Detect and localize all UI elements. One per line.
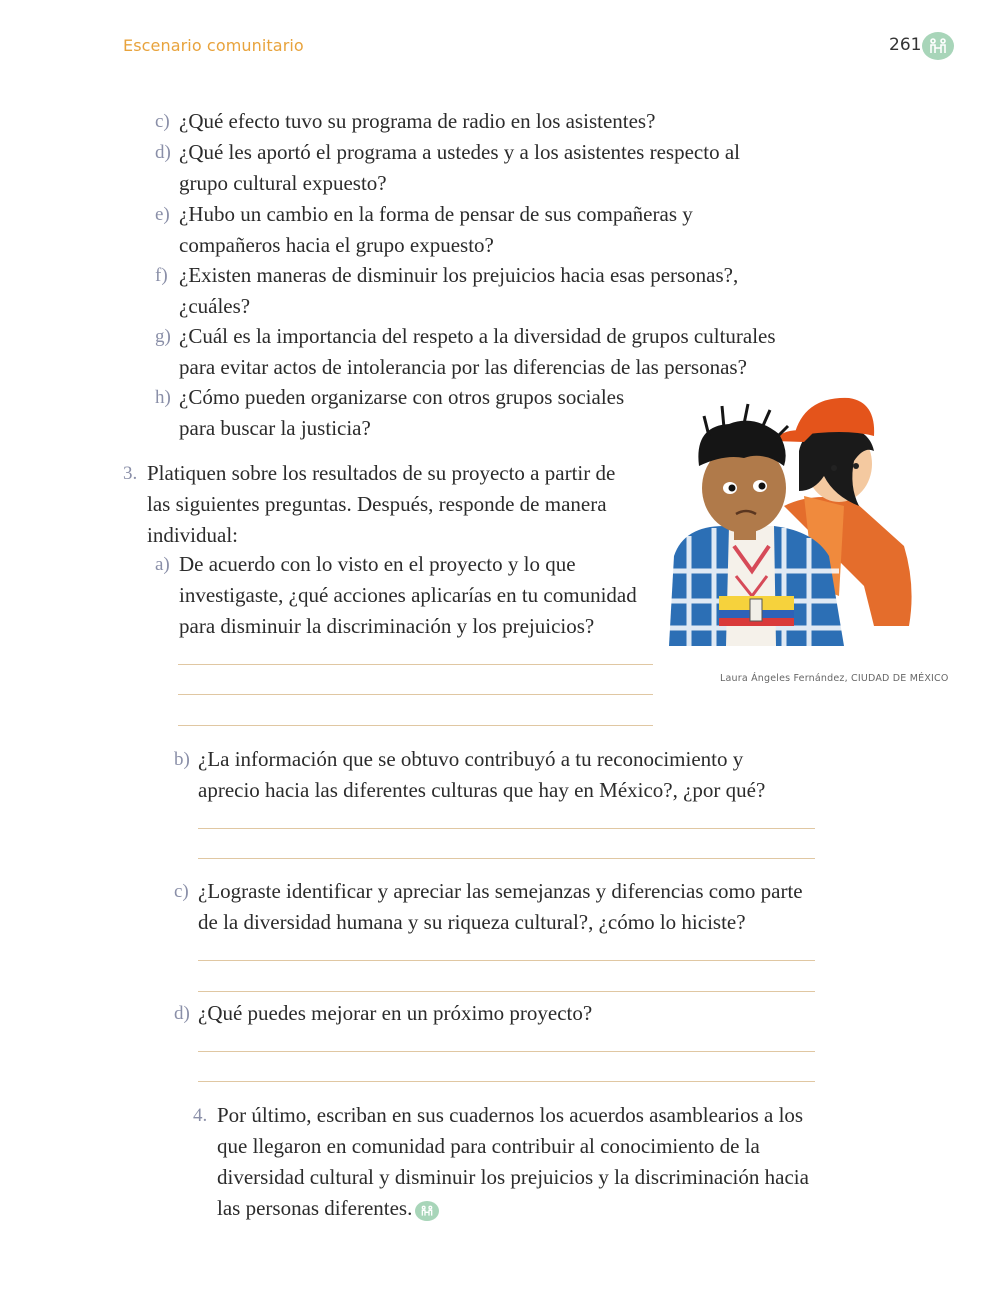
question-text: De acuerdo con lo visto en el proyecto y lo que investigaste, ¿qué acciones aplicarías en tu comunidad para disminuir la discriminación y los prejuicios? — [179, 552, 637, 638]
question-marker: f) — [155, 265, 168, 286]
question-marker: e) — [155, 204, 170, 225]
subquestion-b — [174, 744, 808, 806]
answer-line[interactable] — [178, 694, 653, 695]
subquestion-d — [174, 998, 798, 1029]
answer-line[interactable] — [198, 858, 815, 859]
question-text: ¿Hubo un cambio en la forma de pensar de sus compañeras y compañeros hacia el grupo expuesto? — [179, 202, 693, 257]
question-h — [155, 382, 659, 444]
question-marker: d) — [155, 142, 171, 163]
question-text: ¿La información que se obtuvo contribuyó a tu reconocimiento y aprecio hacia las diferentes culturas que hay en México?, ¿por qué? — [198, 747, 766, 802]
answer-line[interactable] — [198, 828, 815, 829]
section-title: Escenario comunitario — [123, 36, 304, 55]
item-4 — [193, 1100, 827, 1224]
question-marker: g) — [155, 326, 171, 347]
question-text: ¿Lograste identificar y apreciar las semejanzas y diferencias como parte de la diversidad humana y su riqueza cultural?, ¿cómo lo hiciste? — [198, 879, 803, 934]
question-marker: b) — [174, 749, 190, 770]
children-illustration — [664, 396, 916, 658]
question-text: ¿Cómo pueden organizarse con otros grupos sociales para buscar la justicia? — [179, 385, 625, 440]
question-e — [155, 199, 709, 261]
question-marker: c) — [155, 111, 170, 132]
question-marker: c) — [174, 881, 189, 902]
subquestion-c — [174, 876, 823, 938]
subquestion-a — [155, 549, 659, 642]
illustration-credit: Laura Ángeles Fernández, CIUDAD DE MÉXICO — [720, 673, 949, 684]
answer-line[interactable] — [178, 725, 653, 726]
community-icon — [415, 1201, 439, 1221]
item-4-text: Por último, escriban en sus cuadernos los acuerdos asamblearios a los que llegaron en comunidad para contribuir al conocimiento de la diversidad cultural y disminuir los prejuicios y la discriminación hacia las personas diferentes. — [217, 1103, 809, 1220]
answer-line[interactable] — [198, 991, 815, 992]
question-text: ¿Qué puedes mejorar en un próximo proyecto? — [198, 1001, 593, 1025]
question-c — [155, 106, 739, 137]
item-number: 4. — [193, 1105, 208, 1126]
question-text: ¿Existen maneras de disminuir los prejuicios hacia esas personas?, ¿cuáles? — [179, 263, 739, 318]
community-icon — [922, 32, 954, 60]
question-text: ¿Qué efecto tuvo su programa de radio en los asistentes? — [179, 109, 656, 133]
question-g — [155, 321, 804, 383]
item-3 — [123, 458, 642, 551]
question-marker: h) — [155, 387, 171, 408]
answer-line[interactable] — [178, 664, 653, 665]
page-number: 261 — [889, 35, 922, 55]
item-number: 3. — [123, 463, 138, 484]
question-text: ¿Cuál es la importancia del respeto a la diversidad de grupos culturales para evitar actos de intolerancia por las diferencias de las personas? — [179, 324, 776, 379]
question-text: ¿Qué les aportó el programa a ustedes y a los asistentes respecto al grupo cultural expuesto? — [179, 140, 740, 195]
answer-line[interactable] — [198, 1051, 815, 1052]
question-d — [155, 137, 754, 199]
answer-line[interactable] — [198, 960, 815, 961]
item-text: Platiquen sobre los resultados de su proyecto a partir de las siguientes preguntas. Después, responde de manera individual: — [147, 461, 616, 547]
question-marker: d) — [174, 1003, 190, 1024]
question-f — [155, 260, 774, 322]
answer-line[interactable] — [198, 1081, 815, 1082]
question-marker: a) — [155, 554, 170, 575]
item-text — [217, 1100, 827, 1224]
